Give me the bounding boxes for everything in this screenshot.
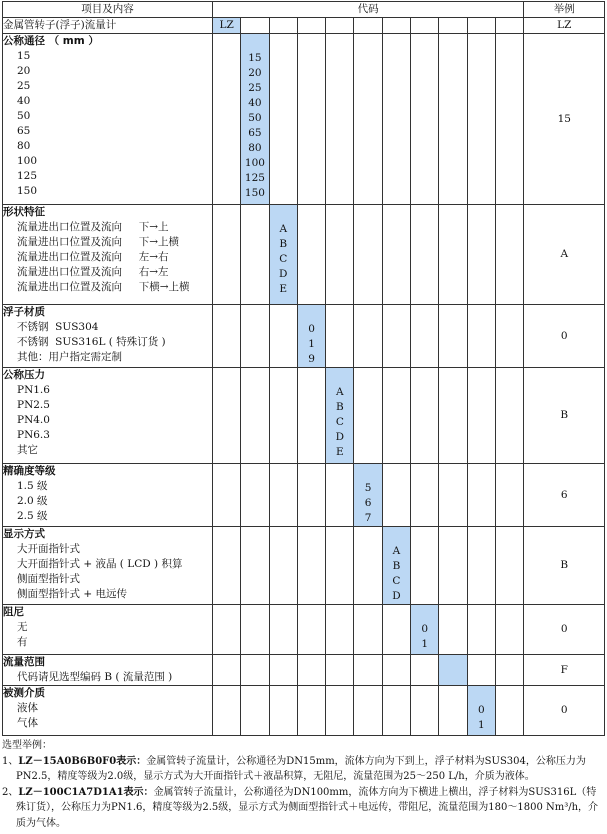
option-label: 流量进出口位置及流向 下→上 [17, 221, 169, 233]
code-cell-empty [297, 18, 325, 34]
code-cell [326, 686, 354, 736]
option-label: PN2.5 [17, 399, 50, 411]
section-row [3, 205, 605, 305]
code-cell [213, 655, 241, 686]
code-value: B [392, 560, 401, 572]
section-item [3, 205, 213, 305]
code-cell [241, 368, 269, 464]
code-cell [326, 305, 354, 368]
code-cell-active [269, 205, 297, 305]
section-title: 流量范围 [3, 656, 45, 668]
code-cell [467, 464, 495, 527]
section-row [3, 605, 605, 655]
code-value: 0 [421, 623, 429, 635]
code-cell [213, 686, 241, 736]
code-cell [297, 655, 325, 686]
code-cell [467, 305, 495, 368]
code-cell [495, 686, 523, 736]
option-label: 无 [17, 621, 28, 633]
section-item [3, 686, 213, 736]
product-name: 金属管转子(浮子)流量计 [3, 18, 213, 34]
code-cell-empty [467, 18, 495, 34]
option-label: 80 [17, 140, 31, 152]
section-example: 0 [524, 605, 605, 655]
code-cell [439, 34, 467, 205]
code-cell [467, 605, 495, 655]
option-label: 不锈钢 SUS304 [17, 321, 99, 333]
product-row [3, 18, 605, 34]
code-cell [382, 464, 410, 527]
code-value: A [336, 386, 344, 398]
section-example: B [524, 527, 605, 605]
header-row [3, 2, 605, 18]
code-value: D [392, 590, 401, 602]
section-title: 公称通径 （ mm ） [3, 35, 99, 47]
code-cell [382, 368, 410, 464]
section-row [3, 464, 605, 527]
option-label: 50 [17, 110, 31, 122]
code-cell [439, 305, 467, 368]
code-cell [467, 655, 495, 686]
section-title: 形状特征 [3, 206, 45, 218]
code-value: 25 [248, 82, 262, 94]
option-label: 不锈钢 SUS316L ( 特殊订货 ) [17, 336, 166, 348]
section-item [3, 368, 213, 464]
code-cell [297, 368, 325, 464]
code-cell [326, 605, 354, 655]
code-cell [495, 605, 523, 655]
code-cell [382, 605, 410, 655]
option-label: 流量进出口位置及流向 下横→上横 [17, 281, 190, 293]
code-cell [467, 527, 495, 605]
option-label: 其它 [17, 444, 38, 456]
section-row [3, 34, 605, 205]
code-cell [354, 368, 382, 464]
code-cell-active [411, 605, 439, 655]
code-value: E [336, 446, 344, 458]
code-cell [269, 305, 297, 368]
section-title: 浮子材质 [3, 306, 45, 318]
code-cell [467, 368, 495, 464]
section-title: 公称压力 [3, 369, 45, 381]
code-cell [326, 205, 354, 305]
section-title: 显示方式 [3, 528, 45, 540]
code-value: 1 [308, 338, 315, 350]
section-item [3, 655, 213, 686]
code-cell [439, 605, 467, 655]
header-example: 举例 [524, 2, 605, 18]
option-label: 2.0 级 [17, 495, 48, 507]
code-cell [439, 368, 467, 464]
code-value: 20 [248, 67, 262, 79]
example-code-1: LZ－15A0B6B0F0表示： [18, 755, 147, 767]
option-label: 液体 [17, 702, 38, 714]
code-cell-active [297, 305, 325, 368]
code-value: 15 [248, 52, 262, 64]
header-item: 项目及内容 [3, 2, 213, 18]
code-value: E [279, 283, 288, 295]
code-cell [297, 464, 325, 527]
code-value: 80 [248, 142, 262, 154]
option-label: 125 [17, 170, 38, 182]
code-value: 100 [244, 157, 265, 169]
section-example: A [524, 205, 605, 305]
code-value: 5 [364, 482, 372, 494]
code-cell [495, 655, 523, 686]
code-cell [411, 34, 439, 205]
option-label: 有 [17, 636, 28, 648]
code-cell [411, 464, 439, 527]
code-cell-active [467, 686, 495, 736]
code-cell [269, 686, 297, 736]
option-label: 150 [17, 185, 38, 197]
code-cell [297, 527, 325, 605]
code-value: A [392, 545, 401, 557]
code-cell [297, 686, 325, 736]
code-cell [411, 205, 439, 305]
code-cell [297, 34, 325, 205]
product-code: LZ [213, 18, 241, 34]
option-label: 65 [17, 125, 31, 137]
section-row [3, 686, 605, 736]
code-cell [241, 305, 269, 368]
section-title: 阻尼 [3, 606, 24, 618]
code-cell-empty [495, 18, 523, 34]
code-cell [354, 34, 382, 205]
code-cell [269, 605, 297, 655]
code-cell [495, 205, 523, 305]
code-cell-empty [269, 18, 297, 34]
code-cell [213, 34, 241, 205]
option-label: 流量进出口位置及流向 左→右 [17, 251, 169, 263]
code-value: B [279, 238, 288, 250]
code-cell [269, 655, 297, 686]
code-cell-active [354, 464, 382, 527]
code-cell [297, 605, 325, 655]
code-cell [269, 368, 297, 464]
code-value: 65 [248, 127, 262, 139]
example-note-2: 2、LZ－100C1A7D1A1表示：金属管转子流量计，公称通径为DN100mm，流体方向为下横进上横出，浮子材料为SUS316L（特殊订货），公称压力为PN1.6，精度等级为2.5级，显示方式为侧面型指针式＋电远传，带阻尼，流量范围为180～1800 Nm³/h，介质为气体。 [2, 786, 599, 829]
option-label: PN6.3 [17, 429, 50, 441]
section-item [3, 34, 213, 205]
example-code-2: LZ－100C1A7D1A1表示： [18, 786, 154, 798]
section-example: 6 [524, 464, 605, 527]
code-cell-active [241, 34, 269, 205]
section-row [3, 527, 605, 605]
code-cell-empty [241, 18, 269, 34]
option-label: 大开面指针式 [17, 543, 80, 555]
section-example: 15 [524, 34, 605, 205]
option-label: 100 [17, 155, 38, 167]
code-cell [439, 527, 467, 605]
code-cell [213, 527, 241, 605]
selection-examples [2, 738, 605, 831]
section-item [3, 305, 213, 368]
product-example: LZ [524, 18, 605, 34]
option-label: 大开面指针式 + 液晶 ( LCD ) 积算 [17, 558, 183, 570]
code-cell-active [326, 368, 354, 464]
code-value: D [279, 268, 288, 280]
code-cell [495, 464, 523, 527]
code-cell-empty [326, 18, 354, 34]
option-label: PN4.0 [17, 414, 50, 426]
code-cell [269, 464, 297, 527]
code-cell [213, 305, 241, 368]
option-label: 20 [17, 65, 31, 77]
section-example: 0 [524, 305, 605, 368]
option-label: 1.5 级 [17, 480, 48, 492]
code-value: 40 [248, 97, 262, 109]
code-cell [495, 527, 523, 605]
code-cell [326, 34, 354, 205]
code-cell [213, 464, 241, 527]
code-cell [439, 464, 467, 527]
header-code: 代码 [213, 2, 524, 18]
option-label: 40 [17, 95, 31, 107]
code-cell-active [382, 527, 410, 605]
code-cell [382, 34, 410, 205]
selection-code-table [2, 1, 605, 736]
section-row [3, 368, 605, 464]
code-cell [326, 527, 354, 605]
code-value: 150 [244, 187, 265, 199]
code-cell [411, 368, 439, 464]
code-cell [382, 305, 410, 368]
code-cell [495, 368, 523, 464]
code-value: C [279, 253, 288, 265]
code-value: C [392, 575, 401, 587]
section-row [3, 655, 605, 686]
code-cell [467, 205, 495, 305]
code-cell [354, 686, 382, 736]
code-cell [241, 527, 269, 605]
code-cell [411, 527, 439, 605]
option-label: PN1.6 [17, 384, 50, 396]
section-example: B [524, 368, 605, 464]
code-value: 1 [477, 719, 485, 731]
option-label: 25 [17, 80, 31, 92]
option-label: 气体 [17, 717, 38, 729]
example-note-1: 1、LZ－15A0B6B0F0表示：金属管转子流量计，公称通径为DN15mm，流体方向为下到上，浮子材料为SUS304，公称压力为PN2.5，精度等级为2.0级，显示方式为大开面指针式＋液晶积算，无阻尼，流量范围为25～250 L/h，介质为液体。 [2, 755, 586, 782]
code-cell [495, 305, 523, 368]
section-title: 精确度等级 [3, 465, 56, 477]
code-value: 9 [308, 353, 315, 365]
section-title: 被测介质 [3, 687, 45, 699]
code-value: 6 [364, 497, 372, 509]
section-item [3, 527, 213, 605]
code-value: 0 [308, 323, 315, 335]
option-label: 侧面型指针式 [17, 573, 80, 585]
code-cell [213, 368, 241, 464]
option-label: 侧面型指针式 + 电远传 [17, 588, 127, 600]
code-cell-empty [382, 18, 410, 34]
section-item [3, 605, 213, 655]
option-label: 2.5 级 [17, 510, 48, 522]
section-example: F [524, 655, 605, 686]
code-cell [495, 34, 523, 205]
option-label: 15 [17, 50, 31, 62]
code-cell [241, 655, 269, 686]
code-cell [467, 34, 495, 205]
code-cell [411, 655, 439, 686]
notes-title: 选型举例： [2, 740, 52, 751]
option-label: 流量进出口位置及流向 右→左 [17, 266, 169, 278]
code-value: C [335, 416, 344, 428]
code-cell [241, 205, 269, 305]
code-cell [354, 305, 382, 368]
code-cell [213, 205, 241, 305]
code-cell [382, 205, 410, 305]
code-cell [411, 305, 439, 368]
option-label: 流量进出口位置及流向 下→上横 [17, 236, 179, 248]
option-label: 其他：用户指定需定制 [17, 351, 122, 363]
code-cell [297, 205, 325, 305]
code-cell-empty [354, 18, 382, 34]
code-cell [326, 464, 354, 527]
code-cell-empty [411, 18, 439, 34]
code-cell-active [439, 655, 467, 686]
code-cell [439, 205, 467, 305]
code-value: 50 [248, 112, 262, 124]
code-value: 7 [364, 512, 372, 524]
code-cell [354, 527, 382, 605]
code-value: B [335, 401, 344, 413]
section-item [3, 464, 213, 527]
code-value: A [279, 223, 288, 235]
code-cell [382, 686, 410, 736]
option-label: 代码请见选型编码 B ( 流量范围 ) [17, 671, 173, 683]
code-value: 1 [421, 638, 429, 650]
code-cell [354, 205, 382, 305]
code-cell [269, 527, 297, 605]
code-cell [241, 686, 269, 736]
code-cell [411, 686, 439, 736]
section-example: 0 [524, 686, 605, 736]
code-cell [269, 34, 297, 205]
code-value: D [335, 431, 345, 443]
code-cell [241, 605, 269, 655]
code-value: 125 [244, 172, 265, 184]
code-cell [241, 464, 269, 527]
code-cell [439, 686, 467, 736]
code-value: 0 [477, 704, 485, 716]
code-cell [382, 655, 410, 686]
code-cell [354, 605, 382, 655]
section-row [3, 305, 605, 368]
code-cell-empty [439, 18, 467, 34]
code-cell [354, 655, 382, 686]
code-cell [326, 655, 354, 686]
code-cell [213, 605, 241, 655]
